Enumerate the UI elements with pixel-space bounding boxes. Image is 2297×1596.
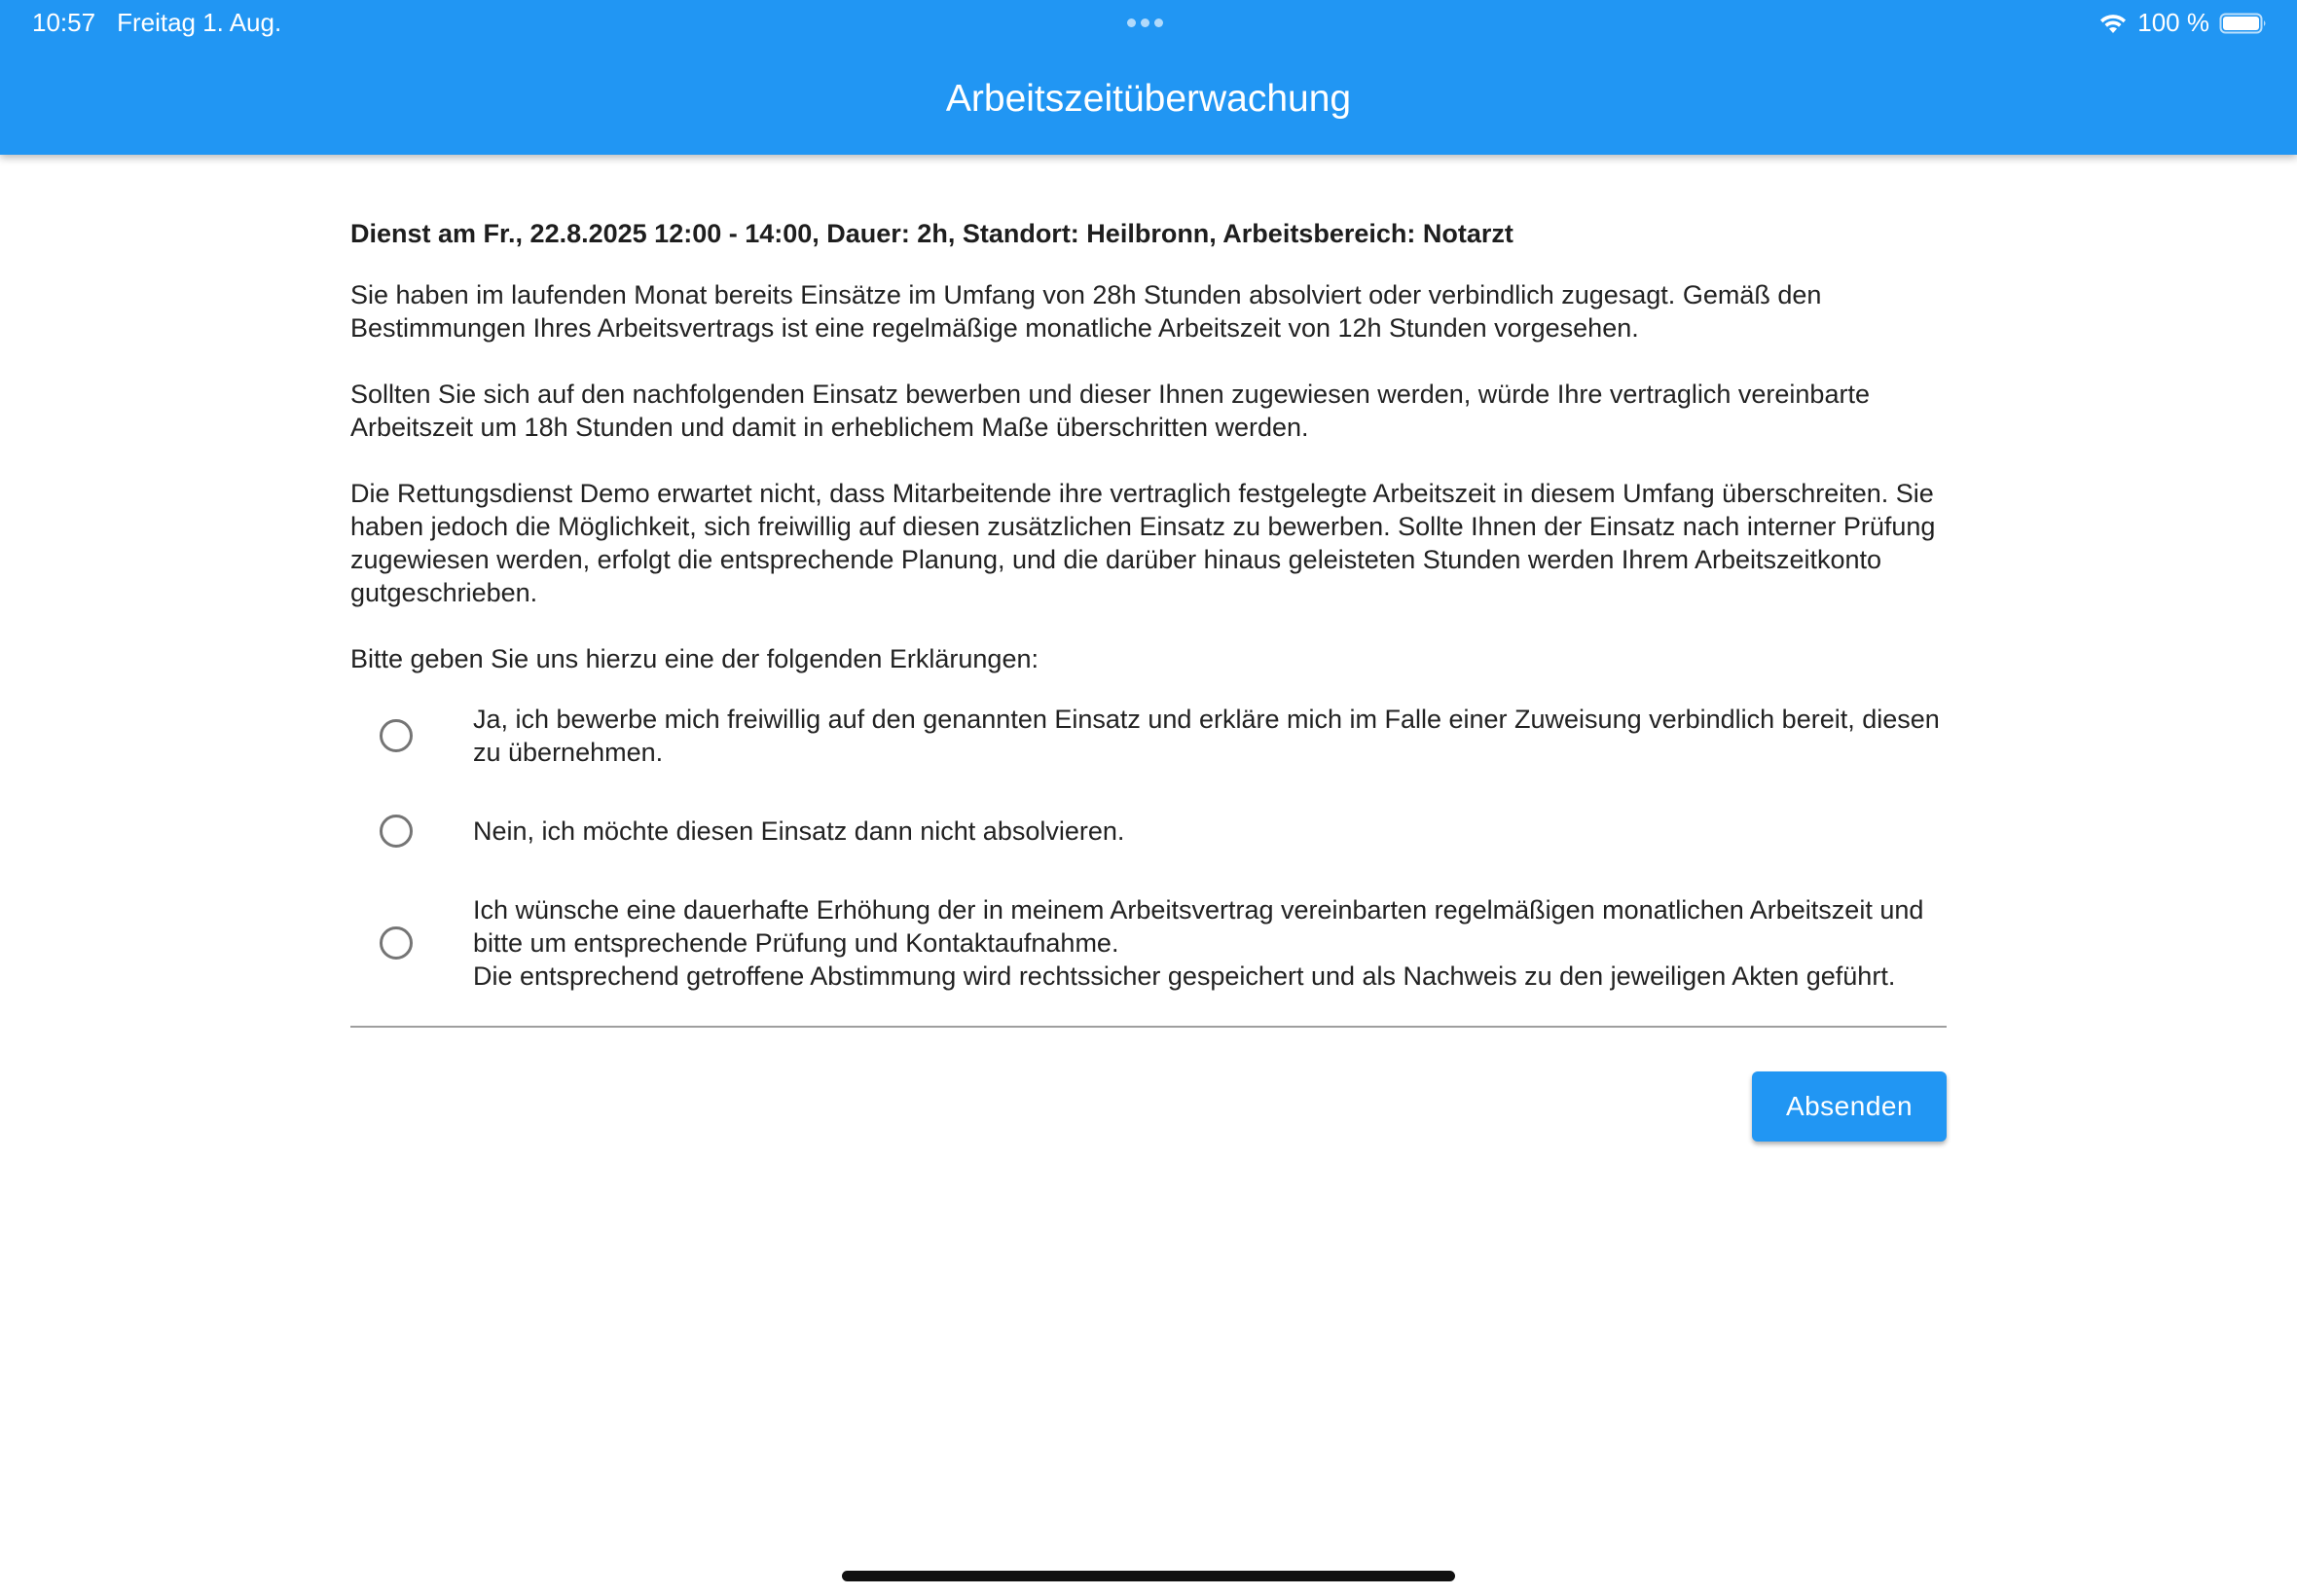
option-text-line: Ja, ich bewerbe mich freiwillig auf den genannten Einsatz und erkläre mich im Falle einer Zuweisung verbindlich bereit, diesen zu übernehmen. bbox=[473, 705, 1940, 767]
status-date: Freitag 1. Aug. bbox=[117, 8, 282, 37]
option-increase-hours[interactable] bbox=[350, 893, 1947, 993]
form-actions bbox=[350, 1071, 1947, 1142]
paragraph-policy: Die Rettungsdienst Demo erwartet nicht, dass Mitarbeitende ihre vertraglich festgelegte Arbeitszeit in diesem Umfang überschreiten. Sie haben jedoch die Möglichkeit, sich freiwillig auf diesen zusätzlichen Einsatz zu bewerben. Sollte Ihnen der Einsatz nach interner Prüfung zugewiesen werden, erfolgt die entsprechende Planung, und die darüber hinaus geleisteten Stunden werden Ihrem Arbeitszeitkonto gutgeschrieben. bbox=[350, 479, 1936, 607]
home-indicator[interactable] bbox=[842, 1571, 1455, 1581]
paragraph-hours: Sie haben im laufenden Monat bereits Einsätze im Umfang von 28h Stunden absolviert oder verbindlich zugesagt. Gemäß den Bestimmungen Ihres Arbeitsvertrags ist eine regelmäßige monatliche Arbeitszeit von 12h Stunden vorgesehen. bbox=[350, 280, 1822, 343]
option-text-line: Die entsprechend getroffene Abstimmung wird rechtssicher gespeichert und als Nachweis zu den jeweiligen Akten geführt. bbox=[473, 961, 1896, 991]
radio-button[interactable] bbox=[380, 719, 413, 752]
dot bbox=[1127, 18, 1136, 27]
wifi-icon bbox=[2098, 12, 2128, 35]
status-bar-right bbox=[2098, 8, 2268, 38]
status-time: 10:57 bbox=[32, 8, 96, 37]
submit-button[interactable]: Absenden bbox=[1752, 1071, 1947, 1142]
option-decline[interactable] bbox=[350, 798, 1947, 864]
duty-heading: Dienst am Fr., 22.8.2025 12:00 - 14:00, Dauer: 2h, Standort: Heilbronn, Arbeitsbereich: Notarzt bbox=[350, 219, 1513, 248]
option-label bbox=[473, 815, 1947, 848]
option-accept[interactable] bbox=[350, 703, 1947, 769]
multitasking-dots[interactable] bbox=[1127, 18, 1163, 27]
declaration-options bbox=[350, 703, 1947, 993]
status-bar-left bbox=[32, 8, 281, 38]
radio-button[interactable] bbox=[380, 815, 413, 848]
dot bbox=[1141, 18, 1149, 27]
battery-icon bbox=[2219, 12, 2268, 35]
option-text-line: Nein, ich möchte diesen Einsatz dann nicht absolvieren. bbox=[473, 816, 1125, 846]
option-label bbox=[473, 703, 1947, 769]
battery-percent: 100 % bbox=[2137, 8, 2209, 37]
option-text-line: Ich wünsche eine dauerhafte Erhöhung der in meinem Arbeitsvertrag vereinbarten regelmäßigen monatlichen Arbeitszeit und bitte um entsprechende Prüfung und Kontaktaufnahme. bbox=[473, 895, 1924, 958]
dot bbox=[1154, 18, 1163, 27]
radio-button[interactable] bbox=[380, 926, 413, 960]
main-content bbox=[350, 214, 1947, 1142]
divider bbox=[350, 1026, 1947, 1028]
option-label bbox=[473, 893, 1947, 993]
page-title: Arbeitszeitüberwachung bbox=[945, 78, 1352, 120]
paragraph-overtime: Sollten Sie sich auf den nachfolgenden Einsatz bewerben und dieser Ihnen zugewiesen werden, würde Ihre vertraglich vereinbarte Arbeitszeit um 18h Stunden und damit in erheblichem Maße überschritten werden. bbox=[350, 380, 1870, 442]
declaration-prompt: Bitte geben Sie uns hierzu eine der folgenden Erklärungen: bbox=[350, 644, 1039, 673]
app-bar bbox=[0, 0, 2297, 155]
